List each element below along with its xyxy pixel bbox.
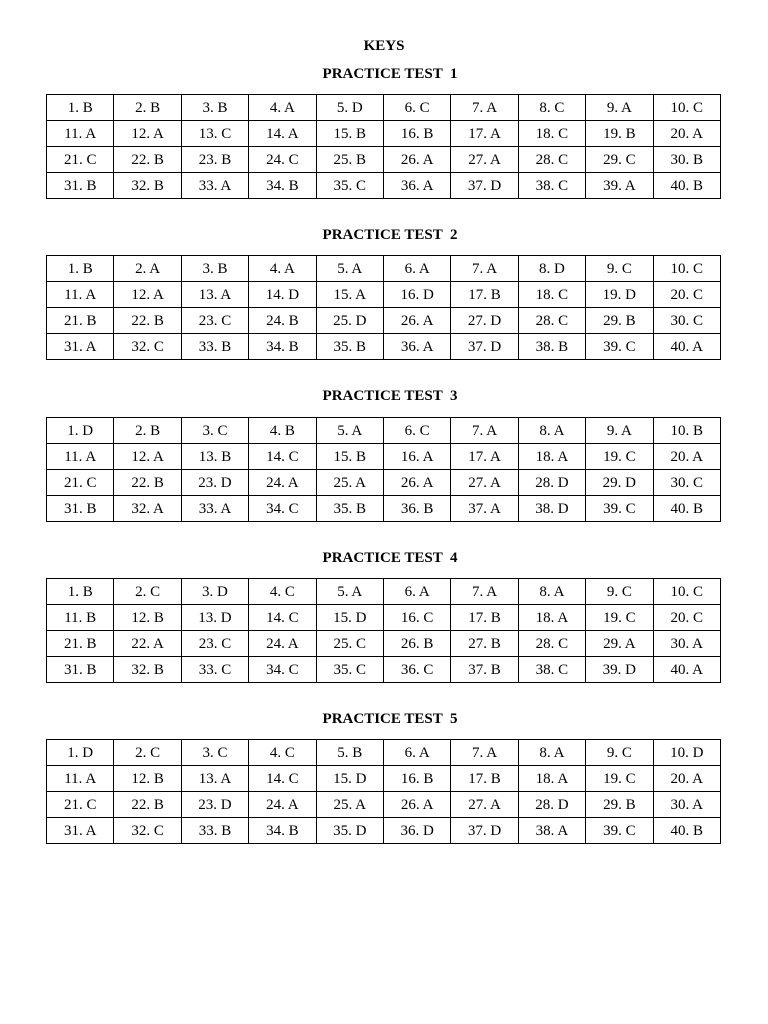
answer-row — [47, 792, 721, 818]
answer-cell: 34. B — [249, 818, 316, 844]
answer-cell: 7. A — [451, 95, 518, 121]
answer-cell: 6. A — [383, 579, 450, 605]
answer-cell: 13. A — [181, 282, 248, 308]
answer-cell: 27. A — [451, 792, 518, 818]
answer-cell: 27. A — [451, 470, 518, 496]
answer-cell: 31. B — [47, 173, 114, 199]
answer-cell: 35. C — [316, 173, 383, 199]
answer-cell: 21. C — [47, 470, 114, 496]
answer-cell: 13. B — [181, 444, 248, 470]
answer-cell: 4. C — [249, 579, 316, 605]
answer-cell: 25. D — [316, 308, 383, 334]
answer-cell: 4. B — [249, 418, 316, 444]
answer-cell: 10. C — [653, 579, 720, 605]
answer-cell: 5. A — [316, 418, 383, 444]
answer-cell: 34. C — [249, 657, 316, 683]
answer-cell: 2. B — [114, 95, 181, 121]
answer-cell: 24. A — [249, 470, 316, 496]
answer-cell: 16. A — [383, 444, 450, 470]
answer-cell: 35. C — [316, 657, 383, 683]
answer-cell: 9. C — [586, 740, 653, 766]
answer-cell: 17. B — [451, 766, 518, 792]
answer-cell: 21. B — [47, 308, 114, 334]
answer-row — [47, 444, 721, 470]
answer-cell: 3. B — [181, 95, 248, 121]
answer-cell: 39. C — [586, 496, 653, 522]
answer-cell: 6. C — [383, 95, 450, 121]
answer-cell: 7. A — [451, 740, 518, 766]
answer-cell: 32. C — [114, 818, 181, 844]
answer-cell: 38. A — [518, 818, 585, 844]
answer-cell: 3. C — [181, 418, 248, 444]
answer-cell: 40. B — [653, 173, 720, 199]
answer-cell: 25. A — [316, 470, 383, 496]
answer-cell: 16. B — [383, 766, 450, 792]
answer-cell: 29. A — [586, 631, 653, 657]
answer-cell: 18. A — [518, 605, 585, 631]
answer-cell: 17. B — [451, 282, 518, 308]
answer-cell: 28. D — [518, 470, 585, 496]
answer-cell: 17. A — [451, 444, 518, 470]
answer-cell: 40. A — [653, 657, 720, 683]
answer-cell: 26. A — [383, 792, 450, 818]
answer-cell: 11. A — [47, 766, 114, 792]
answer-cell: 32. B — [114, 173, 181, 199]
answer-cell: 25. C — [316, 631, 383, 657]
answer-cell: 1. B — [47, 579, 114, 605]
answer-cell: 13. C — [181, 121, 248, 147]
answer-cell: 22. B — [114, 470, 181, 496]
answer-cell: 30. A — [653, 792, 720, 818]
answer-cell: 26. A — [383, 308, 450, 334]
answer-row — [47, 282, 721, 308]
answer-cell: 1. D — [47, 740, 114, 766]
answer-cell: 3. D — [181, 579, 248, 605]
answer-cell: 36. A — [383, 334, 450, 360]
practice-test-2-table — [46, 255, 721, 360]
answer-cell: 14. C — [249, 444, 316, 470]
practice-test-5-table — [46, 739, 721, 844]
answer-cell: 6. A — [383, 256, 450, 282]
answer-cell: 16. D — [383, 282, 450, 308]
answer-cell: 31. B — [47, 496, 114, 522]
answer-cell: 10. C — [653, 256, 720, 282]
answer-cell: 10. C — [653, 95, 720, 121]
answer-cell: 19. C — [586, 766, 653, 792]
answer-cell: 37. D — [451, 334, 518, 360]
practice-test-4-title: PRACTICE TEST 4 — [322, 550, 458, 566]
answer-cell: 34. B — [249, 173, 316, 199]
answer-cell: 11. A — [47, 121, 114, 147]
answer-cell: 15. D — [316, 605, 383, 631]
practice-test-2-title: PRACTICE TEST 2 — [322, 227, 458, 243]
answer-cell: 31. A — [47, 818, 114, 844]
answer-cell: 28. C — [518, 147, 585, 173]
answer-cell: 14. C — [249, 766, 316, 792]
answer-cell: 18. A — [518, 444, 585, 470]
answer-cell: 17. A — [451, 121, 518, 147]
answer-cell: 30. C — [653, 308, 720, 334]
answer-cell: 22. B — [114, 792, 181, 818]
answer-row — [47, 579, 721, 605]
answer-cell: 5. B — [316, 740, 383, 766]
answer-cell: 37. B — [451, 657, 518, 683]
answer-cell: 17. B — [451, 605, 518, 631]
answer-cell: 1. B — [47, 95, 114, 121]
answer-cell: 29. C — [586, 147, 653, 173]
answer-cell: 23. C — [181, 308, 248, 334]
answer-cell: 19. C — [586, 605, 653, 631]
answer-cell: 6. C — [383, 418, 450, 444]
answer-cell: 36. C — [383, 657, 450, 683]
answer-cell: 1. B — [47, 256, 114, 282]
answer-cell: 24. C — [249, 147, 316, 173]
answer-cell: 32. A — [114, 496, 181, 522]
answer-cell: 14. C — [249, 605, 316, 631]
answer-row — [47, 740, 721, 766]
answer-cell: 40. A — [653, 334, 720, 360]
answer-cell: 35. B — [316, 496, 383, 522]
answer-cell: 18. C — [518, 282, 585, 308]
answer-cell: 2. C — [114, 740, 181, 766]
answer-cell: 16. C — [383, 605, 450, 631]
answer-cell: 2. A — [114, 256, 181, 282]
answer-cell: 40. B — [653, 496, 720, 522]
answer-cell: 33. B — [181, 334, 248, 360]
answer-cell: 22. A — [114, 631, 181, 657]
answer-cell: 31. B — [47, 657, 114, 683]
answer-cell: 24. B — [249, 308, 316, 334]
answer-cell: 37. A — [451, 496, 518, 522]
answer-cell: 5. A — [316, 579, 383, 605]
answer-cell: 23. D — [181, 792, 248, 818]
answer-cell: 38. D — [518, 496, 585, 522]
answer-row — [47, 766, 721, 792]
answer-cell: 20. C — [653, 605, 720, 631]
answer-cell: 9. C — [586, 256, 653, 282]
answer-cell: 18. C — [518, 121, 585, 147]
answer-cell: 7. A — [451, 256, 518, 282]
answer-cell: 23. B — [181, 147, 248, 173]
answer-cell: 4. A — [249, 256, 316, 282]
answer-cell: 26. A — [383, 470, 450, 496]
page-title: KEYS — [363, 38, 405, 54]
answer-cell: 14. D — [249, 282, 316, 308]
answer-cell: 36. D — [383, 818, 450, 844]
answer-cell: 25. B — [316, 147, 383, 173]
answer-cell: 8. D — [518, 256, 585, 282]
answer-cell: 12. A — [114, 444, 181, 470]
answer-cell: 33. A — [181, 173, 248, 199]
practice-test-3-table — [46, 417, 721, 522]
answer-cell: 19. D — [586, 282, 653, 308]
answer-cell: 21. C — [47, 147, 114, 173]
answer-row — [47, 147, 721, 173]
answer-cell: 12. A — [114, 282, 181, 308]
answer-cell: 30. A — [653, 631, 720, 657]
answer-cell: 1. D — [47, 418, 114, 444]
answer-cell: 27. D — [451, 308, 518, 334]
answer-cell: 11. A — [47, 282, 114, 308]
answer-cell: 11. B — [47, 605, 114, 631]
answer-cell: 23. D — [181, 470, 248, 496]
answer-cell: 9. C — [586, 579, 653, 605]
answer-row — [47, 308, 721, 334]
answer-cell: 2. B — [114, 418, 181, 444]
answer-cell: 5. A — [316, 256, 383, 282]
answer-cell: 8. C — [518, 95, 585, 121]
answer-cell: 20. A — [653, 121, 720, 147]
answer-cell: 36. B — [383, 496, 450, 522]
answer-cell: 28. C — [518, 308, 585, 334]
answer-cell: 28. C — [518, 631, 585, 657]
answer-cell: 16. B — [383, 121, 450, 147]
answer-cell: 19. C — [586, 444, 653, 470]
answer-cell: 39. C — [586, 334, 653, 360]
answer-cell: 37. D — [451, 818, 518, 844]
answer-cell: 18. A — [518, 766, 585, 792]
answer-cell: 29. B — [586, 308, 653, 334]
answer-row — [47, 121, 721, 147]
answer-row — [47, 657, 721, 683]
answer-cell: 26. B — [383, 631, 450, 657]
answer-row — [47, 631, 721, 657]
answer-cell: 8. A — [518, 579, 585, 605]
answer-cell: 15. D — [316, 766, 383, 792]
answer-cell: 6. A — [383, 740, 450, 766]
answer-cell: 3. C — [181, 740, 248, 766]
answer-cell: 22. B — [114, 147, 181, 173]
practice-test-3-title: PRACTICE TEST 3 — [322, 388, 458, 404]
answer-cell: 7. A — [451, 579, 518, 605]
answer-cell: 39. A — [586, 173, 653, 199]
answer-cell: 20. A — [653, 444, 720, 470]
answer-cell: 34. C — [249, 496, 316, 522]
answer-cell: 8. A — [518, 740, 585, 766]
answer-cell: 31. A — [47, 334, 114, 360]
answer-cell: 4. C — [249, 740, 316, 766]
answer-cell: 36. A — [383, 173, 450, 199]
answer-cell: 32. B — [114, 657, 181, 683]
answer-cell: 32. C — [114, 334, 181, 360]
answer-cell: 9. A — [586, 418, 653, 444]
answer-row — [47, 95, 721, 121]
answer-cell: 29. D — [586, 470, 653, 496]
answer-cell: 29. B — [586, 792, 653, 818]
answer-cell: 28. D — [518, 792, 585, 818]
answer-cell: 37. D — [451, 173, 518, 199]
answer-cell: 30. B — [653, 147, 720, 173]
answer-cell: 25. A — [316, 792, 383, 818]
answer-cell: 15. B — [316, 444, 383, 470]
answer-cell: 13. D — [181, 605, 248, 631]
answer-cell: 15. B — [316, 121, 383, 147]
answer-cell: 12. B — [114, 766, 181, 792]
answer-cell: 21. B — [47, 631, 114, 657]
practice-test-1-title: PRACTICE TEST 1 — [322, 66, 458, 82]
answer-row — [47, 334, 721, 360]
answer-cell: 10. D — [653, 740, 720, 766]
answer-cell: 35. B — [316, 334, 383, 360]
answer-cell: 30. C — [653, 470, 720, 496]
answer-row — [47, 605, 721, 631]
answer-cell: 38. C — [518, 173, 585, 199]
answer-row — [47, 418, 721, 444]
answer-cell: 33. B — [181, 818, 248, 844]
answer-cell: 24. A — [249, 631, 316, 657]
answer-cell: 11. A — [47, 444, 114, 470]
answer-cell: 33. A — [181, 496, 248, 522]
answer-cell: 24. A — [249, 792, 316, 818]
answer-cell: 14. A — [249, 121, 316, 147]
answer-cell: 27. B — [451, 631, 518, 657]
answer-cell: 15. A — [316, 282, 383, 308]
answer-cell: 12. B — [114, 605, 181, 631]
answer-cell: 38. C — [518, 657, 585, 683]
answer-cell: 39. D — [586, 657, 653, 683]
answer-cell: 7. A — [451, 418, 518, 444]
answer-cell: 4. A — [249, 95, 316, 121]
answer-cell: 19. B — [586, 121, 653, 147]
answer-cell: 23. C — [181, 631, 248, 657]
answer-cell: 20. C — [653, 282, 720, 308]
answer-cell: 40. B — [653, 818, 720, 844]
answer-row — [47, 470, 721, 496]
answer-cell: 38. B — [518, 334, 585, 360]
answer-cell: 9. A — [586, 95, 653, 121]
answer-cell: 20. A — [653, 766, 720, 792]
answer-cell: 39. C — [586, 818, 653, 844]
answer-cell: 21. C — [47, 792, 114, 818]
answer-cell: 10. B — [653, 418, 720, 444]
answer-cell: 3. B — [181, 256, 248, 282]
answer-cell: 26. A — [383, 147, 450, 173]
answer-row — [47, 256, 721, 282]
answer-cell: 34. B — [249, 334, 316, 360]
answer-cell: 22. B — [114, 308, 181, 334]
answer-row — [47, 818, 721, 844]
practice-test-1-table — [46, 94, 721, 199]
answer-row — [47, 496, 721, 522]
practice-test-4-table — [46, 578, 721, 683]
answer-cell: 13. A — [181, 766, 248, 792]
answer-cell: 8. A — [518, 418, 585, 444]
answer-cell: 27. A — [451, 147, 518, 173]
answer-cell: 5. D — [316, 95, 383, 121]
answer-cell: 2. C — [114, 579, 181, 605]
answer-cell: 35. D — [316, 818, 383, 844]
answer-cell: 12. A — [114, 121, 181, 147]
answer-cell: 33. C — [181, 657, 248, 683]
practice-test-5-title: PRACTICE TEST 5 — [322, 711, 458, 727]
answer-row — [47, 173, 721, 199]
